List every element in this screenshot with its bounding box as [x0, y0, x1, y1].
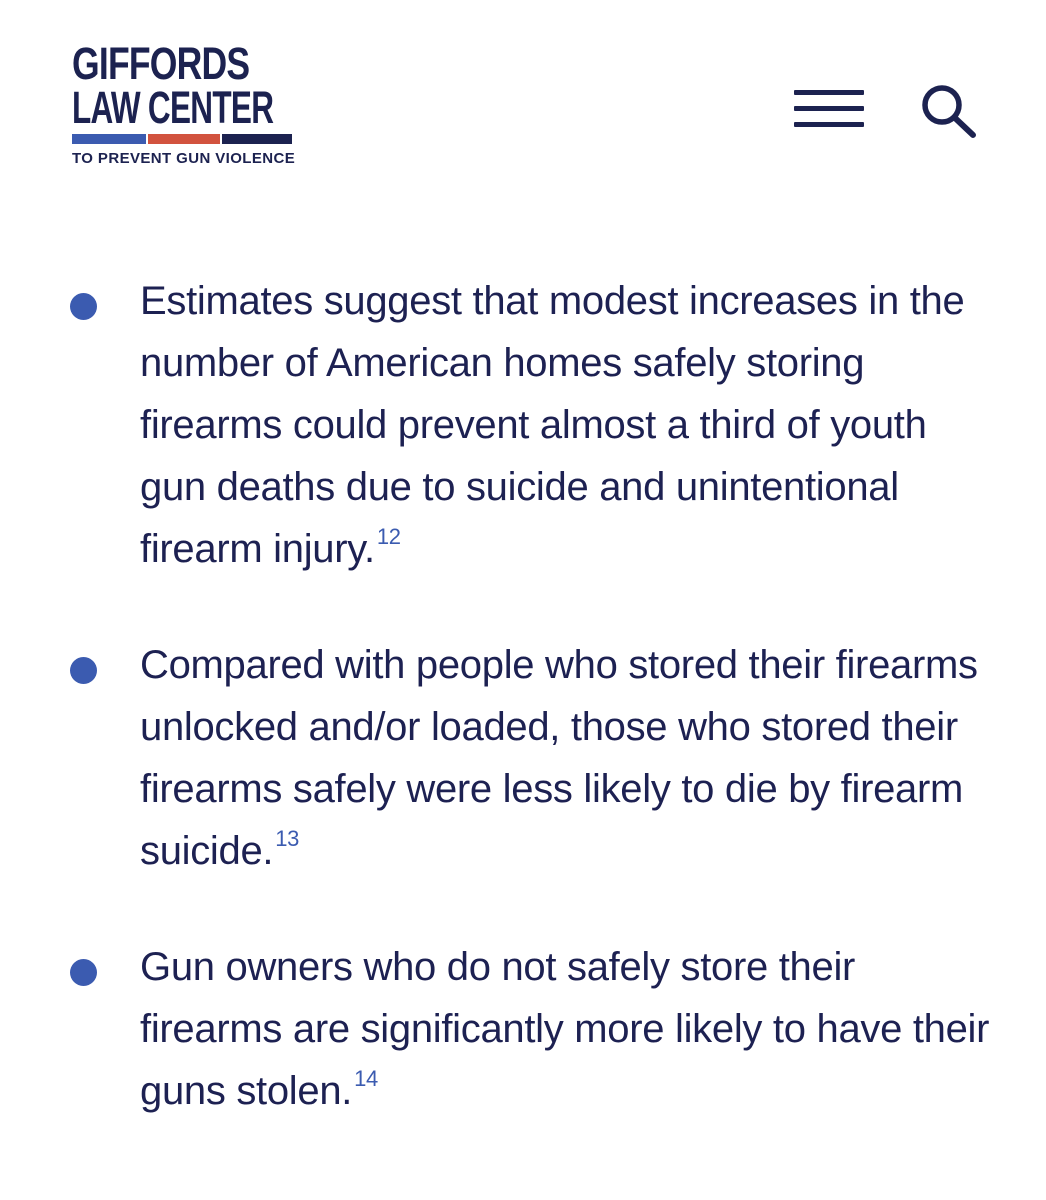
bullet-text-content: Gun owners who do not safely store their firearms are significantly more likely to have their guns stolen. — [140, 945, 990, 1113]
logo-stripe-red — [148, 134, 220, 144]
bullet-dot — [70, 657, 97, 684]
bullet-dot — [70, 293, 97, 320]
bullet-text-content: Estimates suggest that modest increases in the number of American homes safely storing firearms could prevent almost a third of youth gun deaths due to suicide and unintentional firearm injury. — [140, 279, 965, 571]
hamburger-menu-icon[interactable] — [792, 86, 866, 132]
logo-color-stripe — [72, 134, 292, 144]
footnote-link[interactable]: 13 — [275, 826, 300, 851]
logo-stripe-navy — [222, 134, 292, 144]
giffords-logo[interactable] — [72, 38, 296, 167]
menu-bar-bottom — [794, 122, 864, 127]
bullet-text-content: Compared with people who stored their firearms unlocked and/or loaded, those who stored their firearms safely were less likely to die by firearm suicide. — [140, 643, 978, 873]
search-icon-graphic — [918, 82, 980, 140]
bullet-text — [140, 270, 990, 580]
bullet-text — [140, 936, 990, 1122]
menu-bar-top — [794, 90, 864, 95]
site-header — [0, 0, 1046, 200]
footnote-link[interactable]: 14 — [354, 1066, 378, 1091]
footnote-link[interactable]: 12 — [376, 524, 401, 549]
bullet-text — [140, 634, 990, 882]
search-icon[interactable] — [918, 82, 980, 140]
menu-bar-middle — [794, 106, 864, 111]
logo-line-giffords: GIFFORDS — [72, 38, 250, 89]
logo-stripe-blue — [72, 134, 146, 144]
logo-line-law-center: LAW CENTER — [72, 82, 274, 133]
logo-tagline: TO PREVENT GUN VIOLENCE — [72, 150, 296, 167]
bullet-dot — [70, 959, 97, 986]
